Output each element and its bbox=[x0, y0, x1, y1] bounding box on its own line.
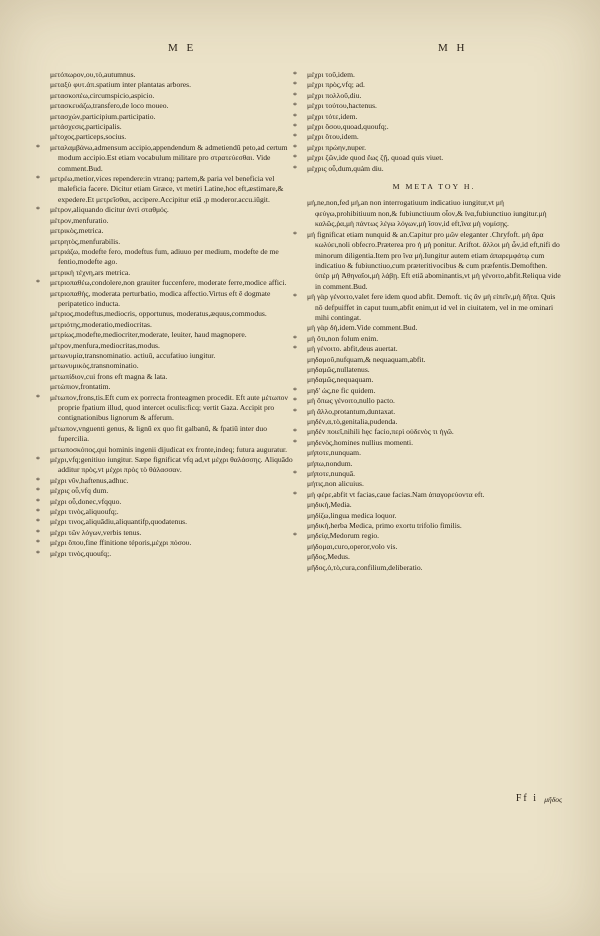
dictionary-entry bbox=[305, 500, 563, 510]
entry-text: μέχρι πρώην,nuper. bbox=[307, 142, 367, 152]
dictionary-entry bbox=[48, 382, 298, 392]
dictionary-entry bbox=[293, 489, 563, 500]
entry-text: μετριοπαθὴς, moderata perturbatio, modica affectio.Virtus eft ē dogmate peripatetico inducta. bbox=[50, 288, 271, 308]
entry-text: μετώπιον,frontatim. bbox=[50, 382, 111, 392]
asterisk-mark: * bbox=[293, 101, 297, 111]
entry-text: μέτρον,menfuratio. bbox=[50, 215, 109, 225]
left-column bbox=[36, 70, 298, 559]
dictionary-entry bbox=[293, 531, 563, 541]
dictionary-entry bbox=[36, 486, 298, 496]
dictionary-entry bbox=[48, 226, 298, 236]
asterisk-mark: * bbox=[293, 229, 297, 239]
entry-text: μέχρι πολλοῦ,diu. bbox=[307, 90, 362, 100]
dictionary-entry bbox=[305, 563, 563, 573]
asterisk-mark: * bbox=[36, 496, 40, 506]
entry-text: μετριοπαθέω,condolere,non grauiter fuccenfere, moderate ferre,modice affici. bbox=[50, 278, 287, 288]
dictionary-entry bbox=[36, 455, 298, 476]
entry-text: μέχρι τινὸς,quoufq;. bbox=[50, 548, 112, 558]
entry-text: μετασκοπέω,circumspicio,aspicio. bbox=[50, 90, 155, 100]
entry-text: μέχρι πρὸς,vfq; ad. bbox=[307, 80, 365, 90]
dictionary-entry bbox=[293, 122, 563, 132]
dictionary-entry bbox=[293, 101, 563, 111]
asterisk-mark: * bbox=[293, 80, 297, 90]
dictionary-entry bbox=[293, 111, 563, 122]
signature-mark: Ff i bbox=[515, 793, 538, 804]
entry-text: μετρικὸς,metrica. bbox=[50, 226, 104, 236]
entry-text: μήπω,nondum. bbox=[307, 458, 353, 468]
entry-text: μὴ γένοιτο. abfit,deus auertat. bbox=[307, 344, 398, 354]
entry-text: μηδείᾳ,Medorum regio. bbox=[307, 531, 380, 541]
entry-text: μετρέω,metior,vices rependere:in vtranq; partem,& paria vel beneficia vel maleficia facere. Dicitur etiam Græce, vt metiri Latine,hoc eft,æstimare,& expedere.Et μετρεῖσθαι, accipere.Accipitur etiā ,p moderor.accu.iūgit. bbox=[50, 174, 284, 204]
dictionary-entry bbox=[305, 479, 563, 489]
entry-text: μέχρι τῶν λόγων,verbis tenus. bbox=[50, 527, 142, 537]
dictionary-entry bbox=[48, 112, 298, 122]
dictionary-entry bbox=[48, 132, 298, 142]
entry-text: μηδίζω,lingua medica loquor. bbox=[307, 510, 397, 520]
dictionary-entry bbox=[48, 351, 298, 361]
entry-text: μή,ne,non,fed μή,an non interrogatiuum indicatiuo iungitur,vt μή φεύγω,prohibitiuum non,& fubiunctiuum οἷον,& ἵνα,fubiunctiuo iungitur.μὴ καλῶς,ῥα,μὴ πάντως λέγω λόγων,μὴ ἴσον,id eft,ἵνα μὴ νομίσῃς. bbox=[307, 198, 547, 229]
dictionary-entry bbox=[36, 517, 298, 527]
dictionary-entry bbox=[293, 163, 563, 174]
asterisk-mark: * bbox=[293, 142, 297, 152]
dictionary-entry bbox=[48, 330, 298, 340]
dictionary-entry bbox=[305, 198, 563, 229]
dictionary-entry bbox=[48, 237, 298, 247]
asterisk-mark: * bbox=[293, 406, 297, 416]
entry-text: μέχρις οὗ,dum,quàm diu. bbox=[307, 163, 384, 173]
dictionary-entry bbox=[293, 385, 563, 396]
right-bottom-entries bbox=[293, 198, 563, 573]
dictionary-entry bbox=[36, 507, 298, 517]
entry-text: μὴ ὅπως γένοιτο,nullo pacto. bbox=[307, 396, 395, 406]
entry-text: μέχρι ὅπου,fine ffinitione téporis,μέχρι πόσου. bbox=[50, 538, 192, 548]
entry-text: μετασκευάζω,transfero,de loco moueo. bbox=[50, 101, 169, 111]
entry-text: μέχρι νῦν,haftenus,adhuc. bbox=[50, 475, 129, 485]
asterisk-mark: * bbox=[36, 527, 40, 537]
dictionary-entry bbox=[48, 91, 298, 101]
asterisk-mark: * bbox=[36, 278, 40, 288]
entry-text: μήδομαι,curo,operor,volo vis. bbox=[307, 541, 398, 551]
entry-text: μέχρι,vfq;genitiuo iungitur. Sæpe fignificat vfq ad,vt μέχρι θαλάσσης. Aliquādo additur πρὸς,vt μέχρι πρὸς τὸ θάλασσαν. bbox=[50, 455, 293, 475]
dictionary-entry bbox=[48, 122, 298, 132]
asterisk-mark: * bbox=[293, 111, 297, 121]
asterisk-mark: * bbox=[293, 122, 297, 132]
dictionary-entry bbox=[48, 247, 298, 268]
entry-text: μετάσχεσις,participalis. bbox=[50, 122, 122, 132]
dictionary-entry bbox=[293, 90, 563, 101]
entry-text: μηδ' ὡς,ne fic quidem. bbox=[307, 385, 376, 395]
dictionary-entry bbox=[48, 320, 298, 330]
dictionary-entry bbox=[48, 268, 298, 278]
dictionary-entry bbox=[305, 355, 563, 365]
dictionary-entry bbox=[305, 542, 563, 552]
entry-text: μετριάζω, modefte fero, modeftus fum, adiuuo per medium, modefte de me fentio,modefte ago. bbox=[50, 246, 279, 267]
entry-text: μέχρι τότε,idem. bbox=[307, 111, 358, 121]
entry-text: μὴ ὅτι,non folum enim. bbox=[307, 333, 379, 343]
dictionary-entry bbox=[48, 372, 298, 382]
dictionary-entry bbox=[48, 341, 298, 351]
asterisk-mark: * bbox=[293, 333, 297, 343]
right-top-entries bbox=[293, 70, 563, 174]
dictionary-entry bbox=[305, 511, 563, 521]
entry-text: μηδὲν,α,τὸ,genitalia,pudenda. bbox=[307, 417, 398, 426]
dictionary-entry bbox=[305, 459, 563, 469]
entry-text: μετριότης,moderatio,mediocritas. bbox=[50, 319, 152, 329]
entry-text: μηδαμῶς,nullatenus. bbox=[307, 364, 370, 374]
asterisk-mark: * bbox=[36, 517, 40, 527]
asterisk-mark: * bbox=[293, 90, 297, 100]
dictionary-entry bbox=[293, 427, 563, 437]
entry-text: μηδὲν ποιεῖ,nihili hęc facio,περὶ οὐδενὸς τι ἡγῶ. bbox=[307, 427, 454, 437]
entry-text: μέχρι ὅτου,idem. bbox=[307, 132, 359, 142]
right-column bbox=[293, 70, 563, 573]
asterisk-mark: * bbox=[293, 292, 297, 302]
dictionary-entry bbox=[305, 552, 563, 562]
asterisk-mark: * bbox=[293, 396, 297, 406]
dictionary-entry bbox=[305, 375, 563, 385]
asterisk-mark: * bbox=[293, 489, 297, 499]
dictionary-entry bbox=[36, 278, 298, 288]
dictionary-entry bbox=[36, 205, 298, 215]
entry-text: μεταξὺ φυτ.ἀπ.spatium inter plantatas arbores. bbox=[50, 80, 192, 90]
entry-text: μὴ φέρε,abfit vt facias,caue facias.Nam ἀπαγορεύοντα eft. bbox=[307, 489, 485, 499]
entry-text: μέχρι τινος,aliquādiu,aliquantifp,quodatenus. bbox=[50, 517, 188, 527]
dictionary-entry bbox=[36, 496, 298, 507]
dictionary-entry bbox=[293, 80, 563, 90]
asterisk-mark: * bbox=[293, 469, 297, 479]
entry-text: μέτριος,modeftus,mediocris, opportunus, moderatus,æquus,commodus. bbox=[50, 309, 267, 319]
asterisk-mark: * bbox=[293, 437, 297, 447]
asterisk-mark: * bbox=[36, 486, 40, 496]
entry-text: μεταλαμβάνω,admensum accipio,appendendum & admetiendū peto,ad certum modum accipio.Est etiam vocabulum militare pro στρατεύεσθαι. Vide comment.Bud. bbox=[50, 142, 288, 173]
dictionary-entry bbox=[305, 417, 563, 427]
section-heading: M META TOY H. bbox=[392, 182, 476, 192]
dictionary-entry bbox=[293, 469, 563, 479]
dictionary-entry bbox=[293, 344, 563, 354]
dictionary-entry bbox=[48, 101, 298, 111]
entry-text: μέχρι τινὸς,aliquoufq;. bbox=[50, 507, 119, 517]
entry-text: μὴ ἄλλο,protantum,duntaxat. bbox=[307, 406, 396, 416]
entry-text: μῆδος,ὁ,τὸ,cura,confilium,deliberatio. bbox=[307, 562, 423, 572]
dictionary-entry bbox=[36, 475, 298, 486]
asterisk-mark: * bbox=[293, 153, 297, 163]
entry-text: μήποτε,nunquā. bbox=[307, 469, 356, 479]
catchword: μῆδος bbox=[544, 795, 562, 804]
entry-text: μηδικὴ,herba Medica, primo exortu trifolio fimilis. bbox=[307, 521, 462, 531]
dictionary-entry bbox=[305, 448, 563, 458]
entry-text: μέτωπον,frons,tis.Eft cum ex porrecta fronteagmen procedit. Eft aute μέτωπον proprie fpatium illud, quod intercet oculis:ficq; vertit Gaza. Accipit pro contignationibus lignorum & afferum. bbox=[50, 392, 288, 423]
dictionary-entry bbox=[293, 142, 563, 153]
entry-text: μηδαμῶς,nequaquam. bbox=[307, 375, 374, 385]
entry-text: μετασχὼν,participium.participatio. bbox=[50, 111, 156, 121]
entry-text: μέχρι ὅσου,quoad,quoufq;. bbox=[307, 122, 389, 132]
asterisk-mark: * bbox=[293, 344, 297, 354]
entry-text: μὴ γὰρ γένοιτο,valet fere idem quod abfit. Demoft. τὶς ἂν μὴ εἰπεῖν,μὴ δῆτα. Quis nō defpuiffet in caput tuum,abfit enim,ut id vel in ciuitatem, vel in me ominari mihi contingat. bbox=[307, 292, 556, 322]
entry-text: μηδενὸς,homines nullius momenti. bbox=[307, 437, 414, 447]
asterisk-mark: * bbox=[36, 174, 40, 184]
asterisk-mark: * bbox=[36, 548, 40, 558]
dictionary-entry bbox=[48, 424, 298, 445]
entry-text: μήτις,non alicuius. bbox=[307, 479, 364, 489]
dictionary-entry bbox=[293, 396, 563, 406]
dictionary-entry bbox=[36, 527, 298, 538]
entry-text: μῆδος,Medus. bbox=[307, 552, 350, 562]
dictionary-entry bbox=[293, 132, 563, 142]
entry-text: μέτοχος,particeps,socius. bbox=[50, 132, 127, 142]
dictionary-entry bbox=[305, 521, 563, 531]
entry-text: μέτρον,aliquando dicitur ἀντὶ σταθμός. bbox=[50, 205, 169, 215]
dictionary-entry bbox=[36, 174, 298, 205]
entry-text: μέχρι τούτου,hactenus. bbox=[307, 101, 377, 111]
entry-text: μηδικὴ,Media. bbox=[307, 500, 352, 510]
asterisk-mark: * bbox=[293, 531, 297, 541]
dictionary-entry bbox=[48, 361, 298, 371]
asterisk-mark: * bbox=[36, 475, 40, 485]
entry-text: μέτωπον,vnguenti genus, & lignū ex quo fit galbanū, & fpatiū inter duo fupercilia. bbox=[50, 423, 268, 444]
asterisk-mark: * bbox=[293, 132, 297, 142]
dictionary-entry bbox=[305, 323, 563, 333]
dictionary-entry bbox=[48, 70, 298, 80]
dictionary-entry bbox=[48, 309, 298, 319]
dictionary-entry bbox=[293, 153, 563, 163]
dictionary-entry bbox=[293, 437, 563, 448]
entry-text: μὴ γὰρ δὴ,idem.Vide comment.Bud. bbox=[307, 323, 418, 333]
dictionary-entry bbox=[48, 216, 298, 226]
asterisk-mark: * bbox=[36, 142, 40, 152]
entry-text: μέχρι ζῶν,ide quod ἕως ζῇ, quoad quis viuet. bbox=[307, 153, 444, 163]
asterisk-mark: * bbox=[36, 455, 40, 465]
asterisk-mark: * bbox=[293, 163, 297, 173]
entry-text: μέχρι τοῦ,idem. bbox=[307, 70, 355, 79]
running-head-left: M E bbox=[168, 42, 197, 54]
entry-text: μέχρις οὗ,vfq dum. bbox=[50, 486, 109, 496]
entry-text: μετρικὴ τέχνη,ars metrica. bbox=[50, 267, 131, 277]
entry-text: μετρίως,modefte,mediocriter,moderate, leuiter, haud magnopere. bbox=[50, 330, 247, 340]
entry-text: μετωποσκόπος,qui hominis ingenii dijudicat ex fronte,indeq; futura auguratur. bbox=[50, 444, 288, 454]
dictionary-entry bbox=[36, 392, 298, 424]
entry-text: μήποτε,nunquam. bbox=[307, 448, 361, 458]
dictionary-entry bbox=[293, 229, 563, 292]
dictionary-entry bbox=[36, 142, 298, 174]
asterisk-mark: * bbox=[293, 70, 297, 79]
entry-text: μηδαμοῦ,nufquam,& nequaquam,abfit. bbox=[307, 354, 426, 364]
asterisk-mark: * bbox=[36, 538, 40, 548]
entry-text: μή fignificat etiam nunquid & an.Capitur pro μῶν eleganter .Chryfoft. μὴ ἄρα κωλύει,noli obfecro.Præterea pro ἡ μὴ ponitur. Ariftot. ἄλλοι μὴ ὧν,id eft,nifi do minorum diligentia.Item pro ἵνα μή.Iungitur autem etiam ἀπαρεμφάτῳ cum indicatiuo & fubiunctiuo,cum præteritivocibus & cum præfentis.Demofthen. ὑπὲρ μὴ Ἀθηναῖοι,μὴ λάβῃ. Eft etiā abominantis,vt μὴ γένοιτο,abfit.Reliqua vide in comment.Bud. bbox=[307, 229, 561, 291]
dictionary-entry bbox=[48, 445, 298, 455]
entry-text: μετωνυμικὸς,transnominatio. bbox=[50, 361, 139, 371]
dictionary-entry bbox=[48, 289, 298, 310]
entry-text: μετωνυμία,transnominatio. actiuū, accufatiuo iungitur. bbox=[50, 350, 216, 360]
asterisk-mark: * bbox=[36, 507, 40, 517]
running-head-right: M H bbox=[438, 42, 468, 54]
dictionary-entry bbox=[293, 292, 563, 323]
dictionary-entry bbox=[293, 406, 563, 417]
asterisk-mark: * bbox=[293, 385, 297, 395]
dictionary-entry bbox=[293, 333, 563, 344]
entry-text: μέτρον,menfura,mediocritas,modus. bbox=[50, 340, 160, 350]
dictionary-entry bbox=[305, 365, 563, 375]
asterisk-mark: * bbox=[36, 392, 40, 402]
entry-text: μέχρι οὗ,donec,vfqquo. bbox=[50, 496, 122, 506]
dictionary-entry bbox=[36, 548, 298, 559]
dictionary-entry bbox=[36, 538, 298, 548]
entry-text: μετόπωρον,ου,τὸ,autumnus. bbox=[50, 70, 136, 79]
asterisk-mark: * bbox=[293, 427, 297, 437]
entry-text: μετωπίδιον,cui frons eft magna & lata. bbox=[50, 371, 168, 381]
asterisk-mark: * bbox=[36, 205, 40, 215]
entry-text: μετρητὸς,menfurabilis. bbox=[50, 236, 121, 246]
dictionary-entry bbox=[48, 80, 298, 90]
dictionary-entry bbox=[293, 70, 563, 80]
